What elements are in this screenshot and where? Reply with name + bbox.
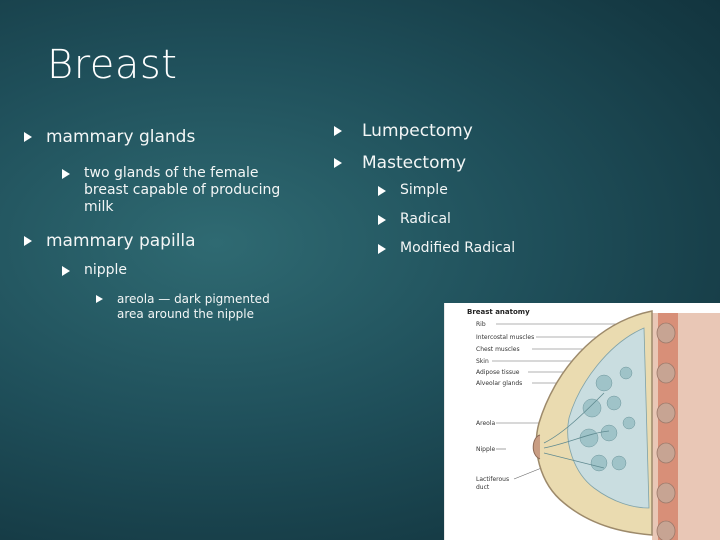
bullet-arrow-icon — [96, 295, 103, 303]
bullet-simple — [378, 182, 628, 199]
label-lactiferous-duct: Lactiferous duct — [476, 476, 510, 491]
label-chest-muscles: Chest muscles — [476, 346, 520, 353]
bullet-mammary-papilla — [24, 230, 304, 252]
bullet-text: two glands of the female breast capable of producing milk — [84, 165, 281, 215]
breast-anatomy-illustration — [444, 303, 720, 540]
bullet-text: Radical — [400, 211, 451, 227]
bullet-mammary-glands — [24, 126, 304, 148]
bullet-arrow-icon — [378, 215, 386, 225]
bullet-arrow-icon — [378, 244, 386, 254]
figure-title: Breast anatomy — [467, 308, 530, 316]
bullet-arrow-icon — [24, 236, 32, 246]
bullet-text: areola — dark pigmented area around the nipple — [117, 292, 270, 321]
bullet-nipple — [62, 262, 302, 279]
slide-title: Breast — [47, 42, 178, 88]
bullet-areola — [96, 292, 316, 322]
bullet-arrow-icon — [62, 266, 70, 276]
bullet-lumpectomy — [334, 120, 634, 142]
breast-anatomy-figure — [444, 303, 720, 540]
bullet-radical — [378, 211, 628, 228]
label-nipple: Nipple — [476, 446, 496, 453]
bullet-text: Modified Radical — [400, 240, 516, 256]
bullet-text: Mastectomy — [362, 153, 467, 173]
label-adipose-tissue: Adipose tissue — [476, 369, 520, 376]
bullet-mastectomy — [334, 152, 634, 174]
label-alveolar-glands: Alveolar glands — [476, 380, 523, 387]
bullet-text: nipple — [84, 262, 128, 278]
bullet-text: mammary papilla — [46, 231, 196, 251]
bullet-text: mammary glands — [46, 127, 196, 147]
bullet-text: Simple — [400, 182, 448, 198]
bullet-arrow-icon — [334, 126, 342, 136]
bullet-arrow-icon — [334, 158, 342, 168]
bullet-arrow-icon — [62, 169, 70, 179]
bullet-arrow-icon — [24, 132, 32, 142]
label-rib: Rib — [476, 321, 486, 328]
bullet-modified-radical — [378, 240, 628, 257]
label-skin: Skin — [476, 358, 489, 365]
label-intercostal-muscles: Intercostal muscles — [476, 334, 535, 341]
bullet-arrow-icon — [378, 186, 386, 196]
bullet-text: Lumpectomy — [362, 121, 473, 141]
bullet-mammary-glands-def — [62, 165, 302, 216]
label-areola: Areola — [476, 420, 496, 427]
